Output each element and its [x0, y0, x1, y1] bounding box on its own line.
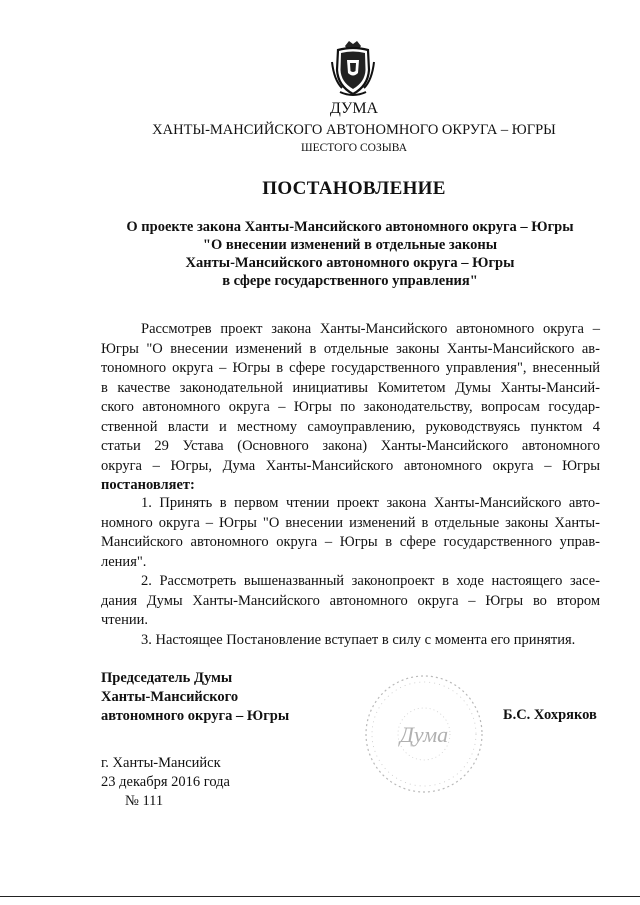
date-label: 23 декабря 2016 года — [101, 774, 230, 790]
okrug-title: ХАНТЫ-МАНСИЙСКОГО АВТОНОМНОГО ОКРУГА – ЮГРЫ — [152, 122, 556, 138]
round-seal-stamp-icon — [360, 670, 488, 798]
duma-title: ДУМА — [329, 100, 379, 117]
item-2-line: дания Думы Ханты-Мансийского автономного округа – Югры во втором — [101, 592, 600, 609]
item-1-line: 1. Принять в первом чтении проект закона Ханты-Мансийского авто- — [141, 495, 600, 511]
preamble-line: ского автономного округа – Югры по законодательству, вопросам государ- — [101, 399, 600, 415]
signatory-title-line: автономного округа – Югры — [101, 708, 290, 724]
item-3-line: 3. Настоящее Постановление вступает в силу с момента его принятия. — [141, 631, 576, 648]
subject-line: О проекте закона Ханты-Мансийского автономного округа – Югры — [126, 219, 574, 235]
signatory-name: Б.С. Хохряков — [503, 707, 597, 723]
place-and-date — [101, 754, 230, 811]
bottom-rule — [0, 896, 640, 897]
document-number: № 111 — [125, 793, 164, 809]
item-2-line: чтении. — [101, 612, 148, 628]
preamble-line: ственной власти и местному самоуправлению, руководствуясь пунктом 4 — [101, 418, 600, 435]
preamble-line: в качестве законодательной инициативы Комитетом Думы Ханты-Мансий- — [101, 379, 600, 396]
preamble-line: Рассмотрев проект закона Ханты-Мансийского автономного округа – — [141, 321, 600, 337]
signatory-title-line: Ханты-Мансийского — [101, 689, 239, 705]
resolves-label: постановляет: — [101, 477, 195, 493]
coat-of-arms-icon — [328, 40, 378, 98]
subject-line: Ханты-Мансийского автономного округа – Югры — [185, 255, 515, 271]
item-1-line: Мансийского автономного округа – Югры в сфере государственного управ- — [101, 534, 600, 550]
convocation-label: ШЕСТОГО СОЗЫВА — [300, 142, 408, 154]
document-subject — [100, 218, 600, 290]
preamble-line: округа – Югры, Дума Ханты-Мансийского автономного округа – Югры — [101, 457, 600, 474]
item-2-line: 2. Рассмотреть вышеназванный законопроект в ходе настоящего засе- — [141, 573, 600, 589]
stamp-text: Дума — [399, 722, 449, 747]
preamble-line: тономного округа – Югры в сфере государственного управления", внесенный — [101, 360, 600, 376]
item-1-line: номного округа – Югры "О внесении изменений в отдельные законы Ханты- — [101, 514, 600, 531]
preamble-paragraph — [101, 320, 600, 496]
subject-line: "О внесении изменений в отдельные законы — [202, 237, 498, 253]
item-1-line: ления". — [101, 553, 147, 570]
resolution-items — [101, 494, 600, 650]
preamble-line: статьи 29 Устава (Основного закона) Ханты-Мансийского автономного — [101, 438, 600, 454]
signatory-title-line: Председатель Думы — [101, 670, 233, 686]
signatory-title — [101, 669, 289, 726]
subject-line: в сфере государственного управления" — [222, 273, 478, 289]
document-type-heading: ПОСТАНОВЛЕНИЕ — [262, 178, 446, 199]
place-label: г. Ханты-Мансийск — [101, 755, 221, 771]
preamble-line: Югры "О внесении изменений в отдельные законы Ханты-Мансийского ав- — [101, 340, 600, 357]
